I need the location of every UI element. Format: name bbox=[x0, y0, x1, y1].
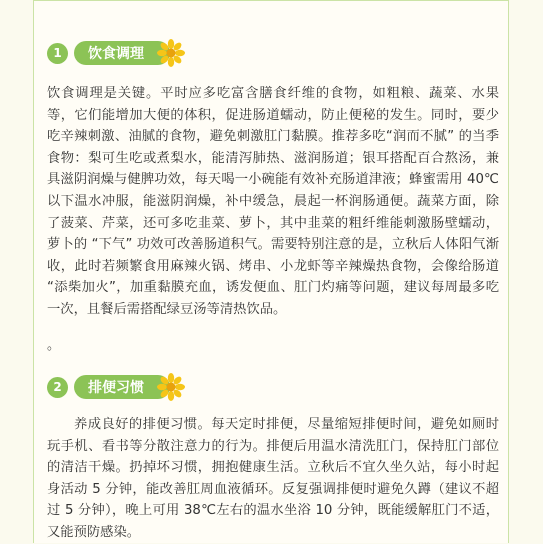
section-title bbox=[74, 41, 170, 65]
flower-icon bbox=[156, 38, 186, 68]
section-number: 1 bbox=[47, 43, 68, 64]
section-header-diet bbox=[47, 41, 170, 65]
article-card bbox=[33, 0, 509, 543]
section-body-habits: 养成良好的排便习惯。每天定时排便，尽量缩短排便时间，避免如厕时玩手机、看书等分散注意力的行为。排便后用温水清洗肛门，保持肛门部位的清洁干燥。扔掉坏习惯，拥抱健康生活。立秋后不宜久坐久站，每小时起身活动 5 分钟，能改善肛周血液循环。反复强调排便时避免久蹲（建议不超过 5 分钟），晚上可用 38℃左右的温水坐浴 10 分钟，既能缓解肛门不适，又能预防感染。 bbox=[47, 417, 499, 540]
flower-icon bbox=[156, 372, 186, 402]
trailing-punctuation: 。 bbox=[47, 338, 61, 353]
section-number: 2 bbox=[47, 377, 68, 398]
section-title-text: 饮食调理 bbox=[88, 46, 144, 62]
section-body-diet: 饮食调理是关键。平时应多吃富含膳食纤维的食物，如粗粮、蔬菜、水果等，它们能增加大便的体积，促进肠道蠕动，防止便秘的发生。同时，要少吃辛辣刺激、油腻的食物，避免刺激肛门黏膜。推荐多吃“润而不腻” 的当季食物：梨可生吃或煮梨水，能清泻肺热、滋润肠道；银耳搭配百合熬汤，兼具滋阴润燥与健脾功效，每天喝一小碗能有效补充肠道津液；蜂蜜需用 40℃以下温水冲服，能滋阴润燥，补中缓急，晨起一杯润肠通便。蔬菜方面，除了菠菜、芹菜，还可多吃韭菜、萝卜，其中韭菜的粗纤维能刺激肠壁蠕动，萝卜的 “下气” 功效可改善肠道积气。需要特别注意的是，立秋后人体阳气渐收，此时若频繁食用麻辣火锅、烤串、小龙虾等辛辣燥热食物，会像给肠道 “添柴加火”，加重黏膜充血，诱发便血、肛门灼痛等问题，建议每周最多吃一次，且餐后需搭配绿豆汤等清热饮品。 bbox=[47, 86, 499, 317]
section-header-habits bbox=[47, 375, 170, 399]
section-title-text: 排便习惯 bbox=[88, 380, 144, 396]
section-title bbox=[74, 375, 170, 399]
